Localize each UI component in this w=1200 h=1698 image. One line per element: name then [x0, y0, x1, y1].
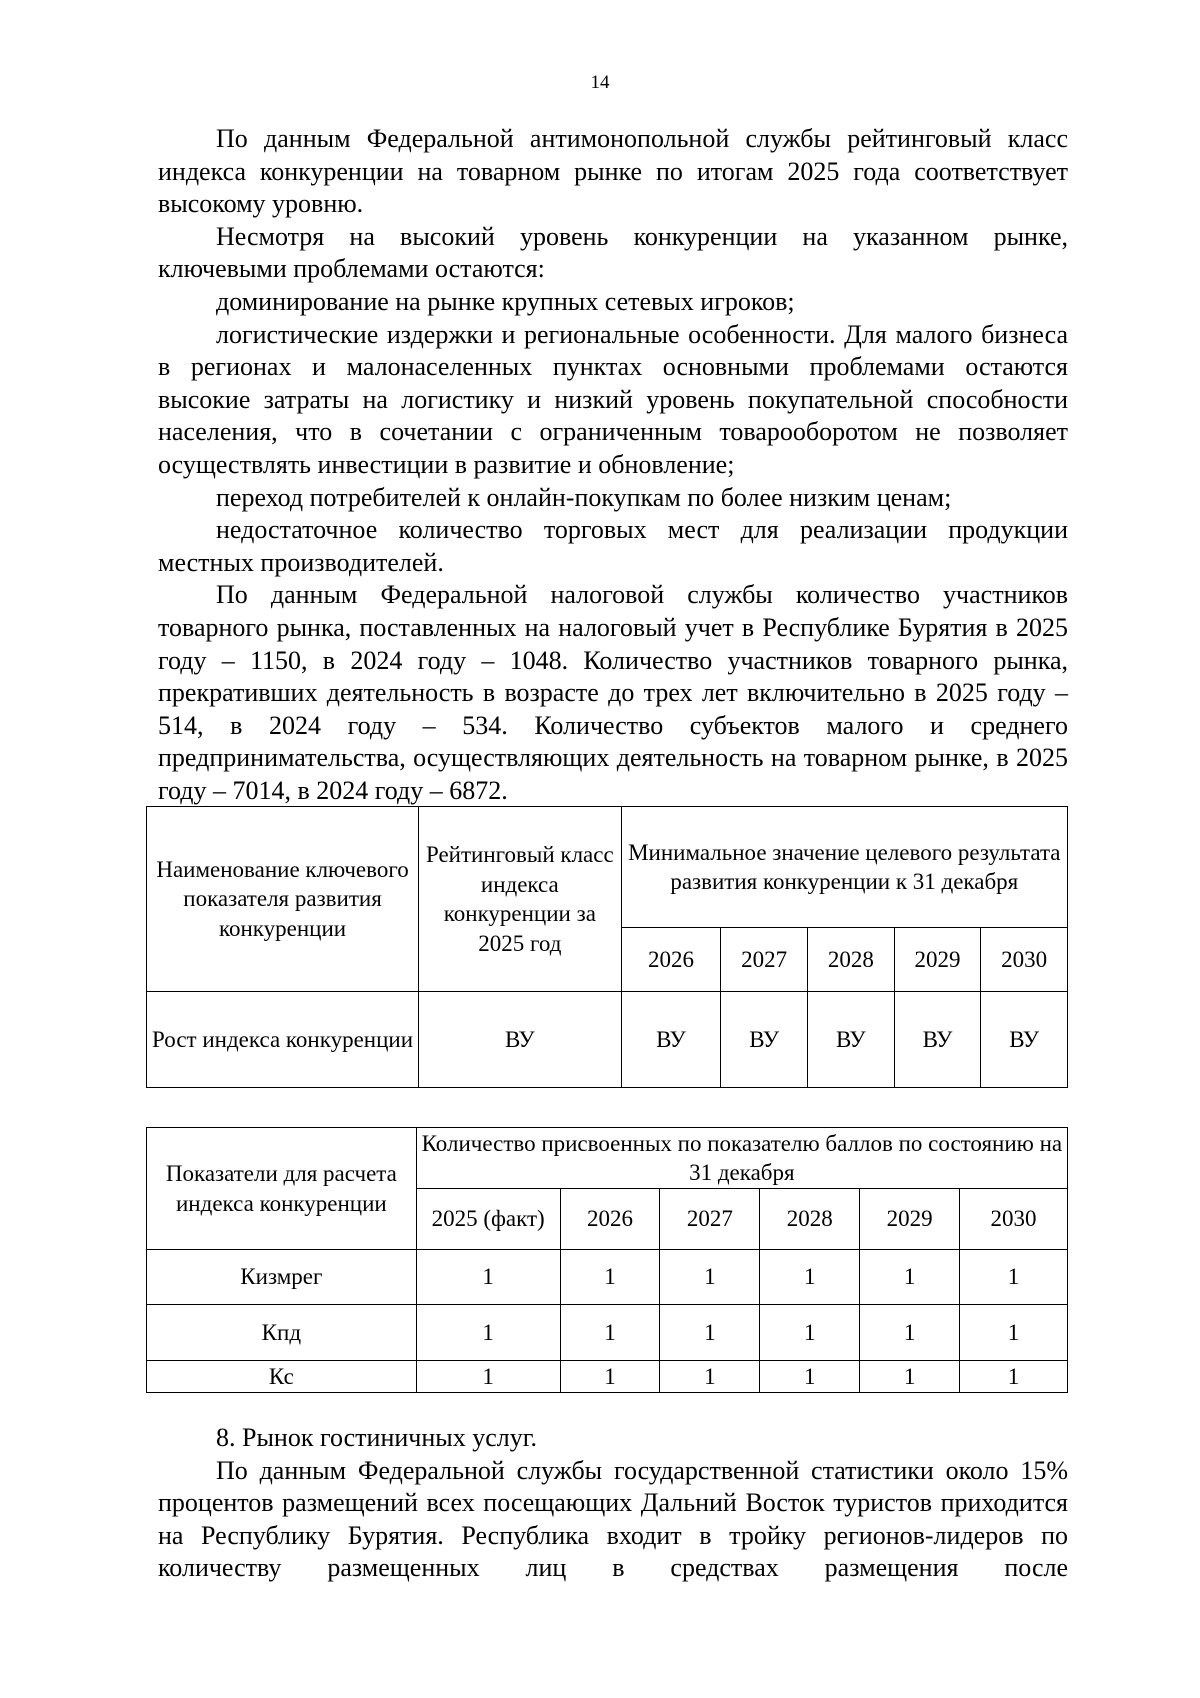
target-value: ВУ	[808, 992, 895, 1088]
points-value: 1	[960, 1305, 1068, 1361]
paragraph: По данным Федеральной службы государственной статистики около 15% процентов размещений всех посещающих Дальний Восток туристов приходится на Республику Бурятия. Республика входит в тройку регионов-лидеров по количеству размещенных лиц в средствах размещения после	[158, 1455, 1068, 1583]
year-header: 2030	[981, 928, 1068, 992]
points-value: 1	[760, 1361, 860, 1393]
table-row	[147, 1305, 1068, 1361]
body-text-top	[158, 123, 1068, 807]
paragraph: недостаточное количество торговых мест для реализации продукции местных производителей.	[158, 515, 1068, 577]
points-value: 1	[416, 1250, 560, 1305]
competition-index-table	[146, 806, 1068, 1088]
year-header: 2029	[860, 1189, 960, 1250]
target-value: ВУ	[981, 992, 1068, 1088]
points-value: 1	[660, 1361, 760, 1393]
points-value: 1	[416, 1361, 560, 1393]
year-header: 2028	[808, 928, 895, 992]
paragraph: Несмотря на высокий уровень конкуренции на указанном рынке, ключевыми проблемами остаются:	[158, 221, 1068, 284]
points-value: 1	[660, 1305, 760, 1361]
points-value: 1	[760, 1250, 860, 1305]
indicator-name: Рост индекса конкуренции	[147, 992, 419, 1088]
points-value: 1	[560, 1361, 660, 1393]
body-text-bottom	[158, 1422, 1068, 1585]
section-heading: 8. Рынок гостиничных услуг.	[216, 1423, 537, 1452]
points-value: 1	[860, 1361, 960, 1393]
year-header: 2025 (факт)	[416, 1189, 560, 1250]
component-name: Кс	[147, 1361, 417, 1393]
year-header: 2029	[894, 928, 981, 992]
year-header: 2026	[621, 928, 721, 992]
points-value: 1	[760, 1305, 860, 1361]
target-value: ВУ	[621, 992, 721, 1088]
year-header: 2026	[560, 1189, 660, 1250]
rating-value: ВУ	[419, 992, 622, 1088]
page-number: 14	[590, 72, 610, 93]
header-points: Количество присвоенных по показателю баллов по состоянию на 31 декабря	[416, 1128, 1067, 1189]
points-value: 1	[860, 1250, 960, 1305]
header-indicator: Показатели для расчета индекса конкуренции	[147, 1128, 417, 1250]
year-header: 2027	[660, 1189, 760, 1250]
year-header: 2028	[760, 1189, 860, 1250]
points-value: 1	[560, 1305, 660, 1361]
points-value: 1	[960, 1361, 1068, 1393]
target-value: ВУ	[894, 992, 981, 1088]
target-value: ВУ	[721, 992, 808, 1088]
paragraph: переход потребителей к онлайн-покупкам по более низким ценам;	[216, 482, 952, 512]
component-name: Кпд	[147, 1305, 417, 1361]
year-header: 2027	[721, 928, 808, 992]
points-value: 1	[860, 1305, 960, 1361]
points-value: 1	[560, 1250, 660, 1305]
points-value: 1	[660, 1250, 760, 1305]
paragraph: По данным Федеральной антимонопольной службы рейтинговый класс индекса конкуренции на товарном рынке по итогам 2025 года соответствует высокому уровню.	[158, 124, 1068, 219]
points-value: 1	[416, 1305, 560, 1361]
points-value: 1	[960, 1250, 1068, 1305]
table-row	[147, 1361, 1068, 1393]
header-rating: Рейтинговый класс индекса конкуренции за 2025 год	[419, 807, 622, 992]
component-name: Кизмрег	[147, 1250, 417, 1305]
table-row	[147, 1250, 1068, 1305]
year-header: 2030	[960, 1189, 1068, 1250]
paragraph: По данным Федеральной налоговой службы количество участников товарного рынка, поставленных на налоговый учет в Республике Бурятия в 2025 году – 1150, в 2024 году – 1048. Количество участников товарного рынка, прекративших деятельность в возрасте до трех лет включительно в 2025 году – 514, в 2024 году – 534. Количество субъектов малого и среднего предпринимательства, осуществляющих деятельность на товарном рынке, в 2025 году – 7014, в 2024 году – 6872.	[158, 580, 1068, 805]
header-target: Минимальное значение целевого результата развития конкуренции к 31 декабря	[621, 807, 1067, 928]
header-indicator: Наименование ключевого показателя развития конкуренции	[147, 807, 419, 992]
paragraph: логистические издержки и региональные особенности. Для малого бизнеса в регионах и малонаселенных пунктах основными проблемами остаются высокие затраты на логистику и низкий уровень покупательной способности населения, что в сочетании с ограниченным товарооборотом не позволяет осуществлять инвестиции в развитие и обновление;	[158, 319, 1068, 479]
paragraph: доминирование на рынке крупных сетевых игроков;	[216, 286, 795, 316]
index-components-table	[146, 1127, 1068, 1393]
